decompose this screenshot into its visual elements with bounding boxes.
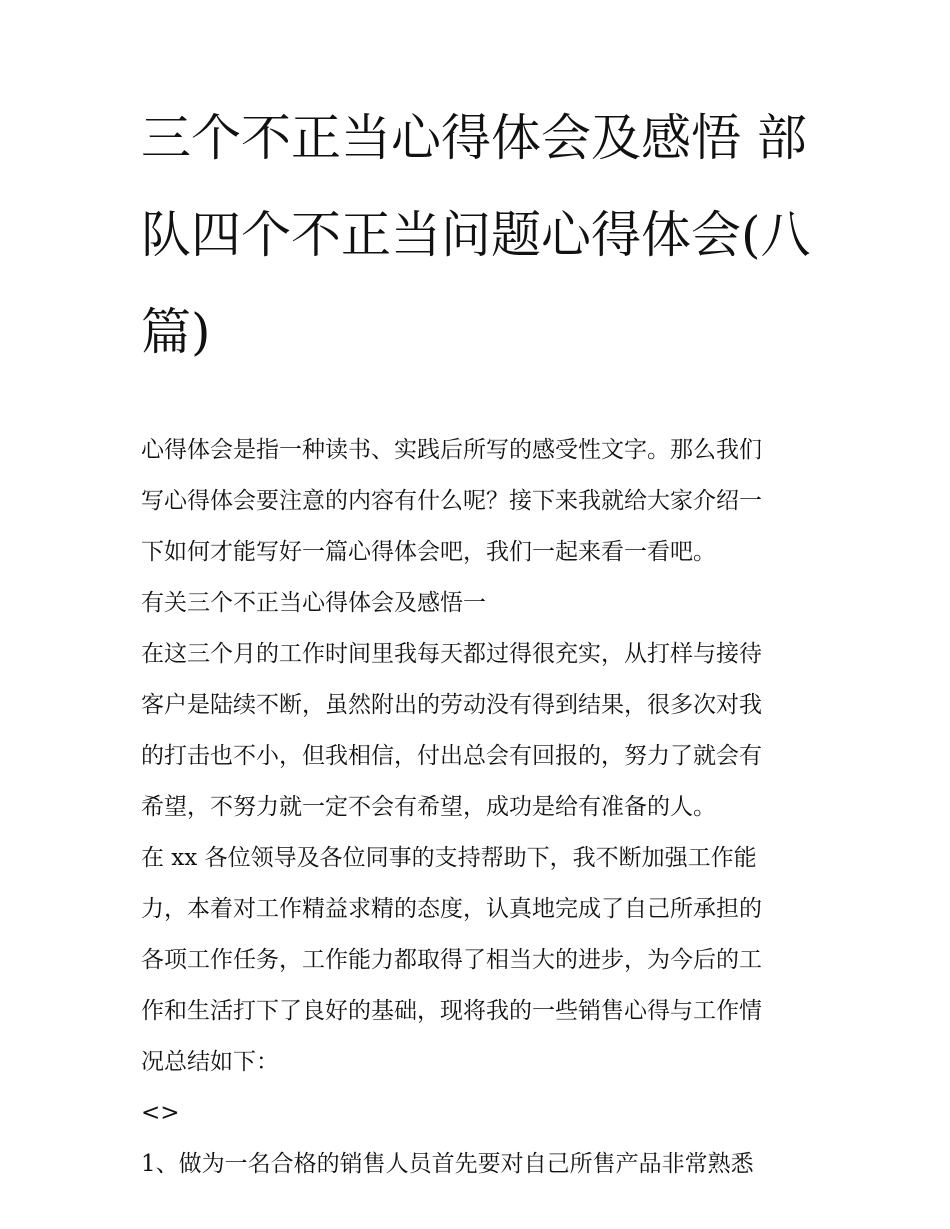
body-line-9: 在 xx 各位领导及各位同事的支持帮助下，我不断加强工作能 (141, 845, 757, 871)
body-line-14: <> (141, 1100, 180, 1126)
title-line-1: 三个不正当心得体会及感悟 部 (141, 109, 807, 167)
body-line-7: 的打击也不小，但我相信，付出总会有回报的，努力了就会有 (141, 743, 762, 769)
title-line-2: 队四个不正当问题心得体会(八 (141, 206, 811, 264)
body-line-1: 心得体会是指一种读书、实践后所写的感受性文字。那么我们 (141, 437, 762, 463)
body-line-15: 1、做为一名合格的销售人员首先要对自己所售产品非常熟悉 (141, 1151, 754, 1177)
body-line-13: 况总结如下： (141, 1049, 279, 1075)
title-line-3: 篇) (141, 303, 211, 361)
document-page (141, 109, 821, 1190)
body-line-2: 写心得体会要注意的内容有什么呢？接下来我就给大家介绍一 (141, 488, 762, 514)
body-line-8: 希望，不努力就一定不会有希望，成功是给有准备的人。 (141, 794, 716, 820)
body-line-6: 客户是陆续不断，虽然附出的劳动没有得到结果，很多次对我 (141, 692, 762, 718)
document-body (141, 425, 821, 1190)
body-line-5: 在这三个月的工作时间里我每天都过得很充实，从打样与接待 (141, 641, 762, 667)
body-line-10: 力，本着对工作精益求精的态度，认真地完成了自己所承担的 (141, 896, 762, 922)
section-heading: 有关三个不正当心得体会及感悟一 (141, 590, 486, 616)
body-line-11: 各项工作任务，工作能力都取得了相当大的进步，为今后的工 (141, 947, 762, 973)
body-line-12: 作和生活打下了良好的基础，现将我的一些销售心得与工作情 (141, 998, 762, 1024)
body-line-3: 下如何才能写好一篇心得体会吧，我们一起来看一看吧。 (141, 539, 716, 565)
document-title (141, 109, 821, 403)
